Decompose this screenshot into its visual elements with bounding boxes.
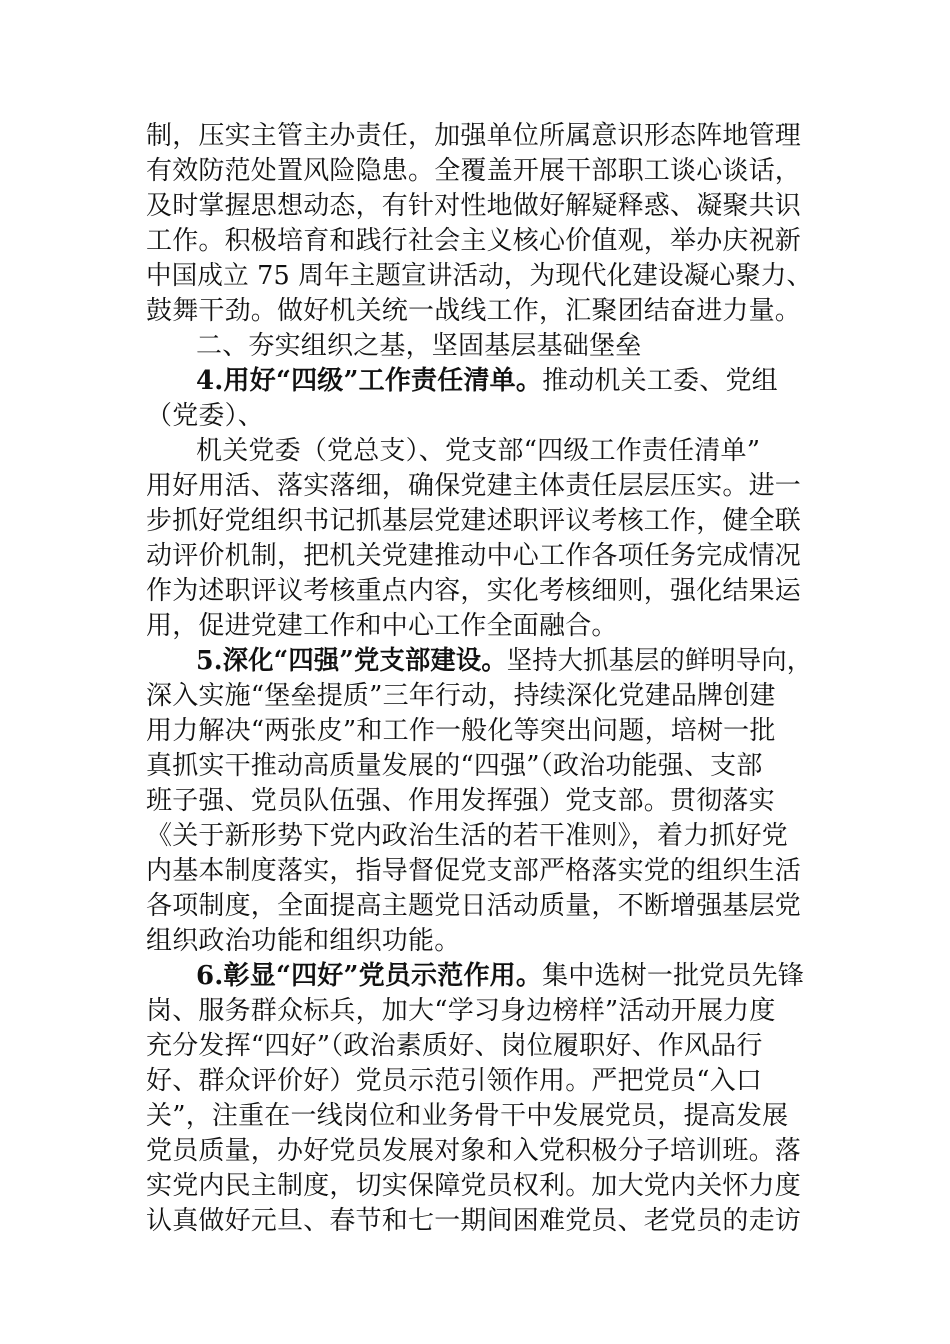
body-text-line: 有效防范处置风险隐患。全覆盖开展干部职工谈心谈话， xyxy=(146,156,802,186)
body-text-line: （党委）、 xyxy=(146,401,265,431)
body-text-line: 制，压实主管主办责任，加强单位所属意识形态阵地管理 xyxy=(146,121,802,151)
item4-heading: 4.用好“四级”工作责任清单。 xyxy=(196,366,543,396)
item5-first-line xyxy=(196,643,812,679)
body-text-line: 步抓好党组织书记抓基层党建述职评议考核工作，健全联 xyxy=(146,506,802,536)
body-text-line: 中国成立 75 周年主题宣讲活动，为现代化建设凝心聚力、 xyxy=(146,261,813,291)
body-text-line: 充分发挥“四好”（政治素质好、岗位履职好、作风品行 xyxy=(146,1031,763,1061)
item4-lead: 推动机关工委、党组 xyxy=(542,366,778,396)
body-text-line: 各项制度，全面提高主题党日活动质量，不断增强基层党 xyxy=(146,891,802,921)
body-text-line: 用好用活、落实落细，确保党建主体责任层层压实。进一 xyxy=(146,471,802,501)
body-text-line: 深入实施“堡垒提质”三年行动，持续深化党建品牌创建 xyxy=(146,681,776,711)
body-text-line: 机关党委（党总支）、党支部“四级工作责任清单” xyxy=(196,436,761,466)
body-text-line: 内基本制度落实，指导督促党支部严格落实党的组织生活 xyxy=(146,856,802,886)
body-text-line: 组织政治功能和组织功能。 xyxy=(146,926,461,956)
item4-first-line xyxy=(196,363,778,399)
body-text-line: 关”，注重在一线岗位和业务骨干中发展党员，提高发展 xyxy=(146,1101,789,1131)
body-text-line: 班子强、党员队伍强、作用发挥强）党支部。贯彻落实 xyxy=(146,786,775,816)
item6-lead: 集中选树一批党员先锋 xyxy=(542,961,805,991)
item6-first-line xyxy=(196,958,804,994)
body-text-line: 好、群众评价好）党员示范引领作用。严把党员“入口 xyxy=(146,1066,763,1096)
body-text-line: 动评价机制，把机关党建推动中心工作各项任务完成情况 xyxy=(146,541,802,571)
body-text-line: 用，促进党建工作和中心工作全面融合。 xyxy=(146,611,618,641)
body-text-line: 真抓实干推动高质量发展的“四强”（政治功能强、支部 xyxy=(146,751,763,781)
item5-lead: 坚持大抓基层的鲜明导向， xyxy=(506,646,813,676)
body-text-line: 用力解决“两张皮”和工作一般化等突出问题，培树一批 xyxy=(146,716,776,746)
body-text-line: 工作。积极培育和践行社会主义核心价值观，举办庆祝新 xyxy=(146,226,802,256)
body-text-line: 及时掌握思想动态，有针对性地做好解疑释惑、凝聚共识 xyxy=(146,191,802,221)
item6-heading: 6.彰显“四好”党员示范作用。 xyxy=(196,961,543,991)
body-text-line: 《关于新形势下党内政治生活的若干准则》，着力抓好党 xyxy=(146,821,789,851)
body-text-line: 岗、服务群众标兵，加大“学习身边榜样”活动开展力度 xyxy=(146,996,776,1026)
section-heading: 二、夯实组织之基，坚固基层基础堡垒 xyxy=(196,331,642,361)
body-text-line: 鼓舞干劲。做好机关统一战线工作，汇聚团结奋进力量。 xyxy=(146,296,802,326)
body-text-line: 认真做好元旦、春节和七一期间困难党员、老党员的走访 xyxy=(146,1206,802,1236)
body-text-line: 党员质量，办好党员发展对象和入党积极分子培训班。落 xyxy=(146,1136,802,1166)
body-text-line: 作为述职评议考核重点内容，实化考核细则，强化结果运 xyxy=(146,576,802,606)
body-text-line: 实党内民主制度，切实保障党员权利。加大党内关怀力度 xyxy=(146,1171,802,1201)
item5-heading: 5.深化“四强”党支部建设。 xyxy=(196,646,507,676)
